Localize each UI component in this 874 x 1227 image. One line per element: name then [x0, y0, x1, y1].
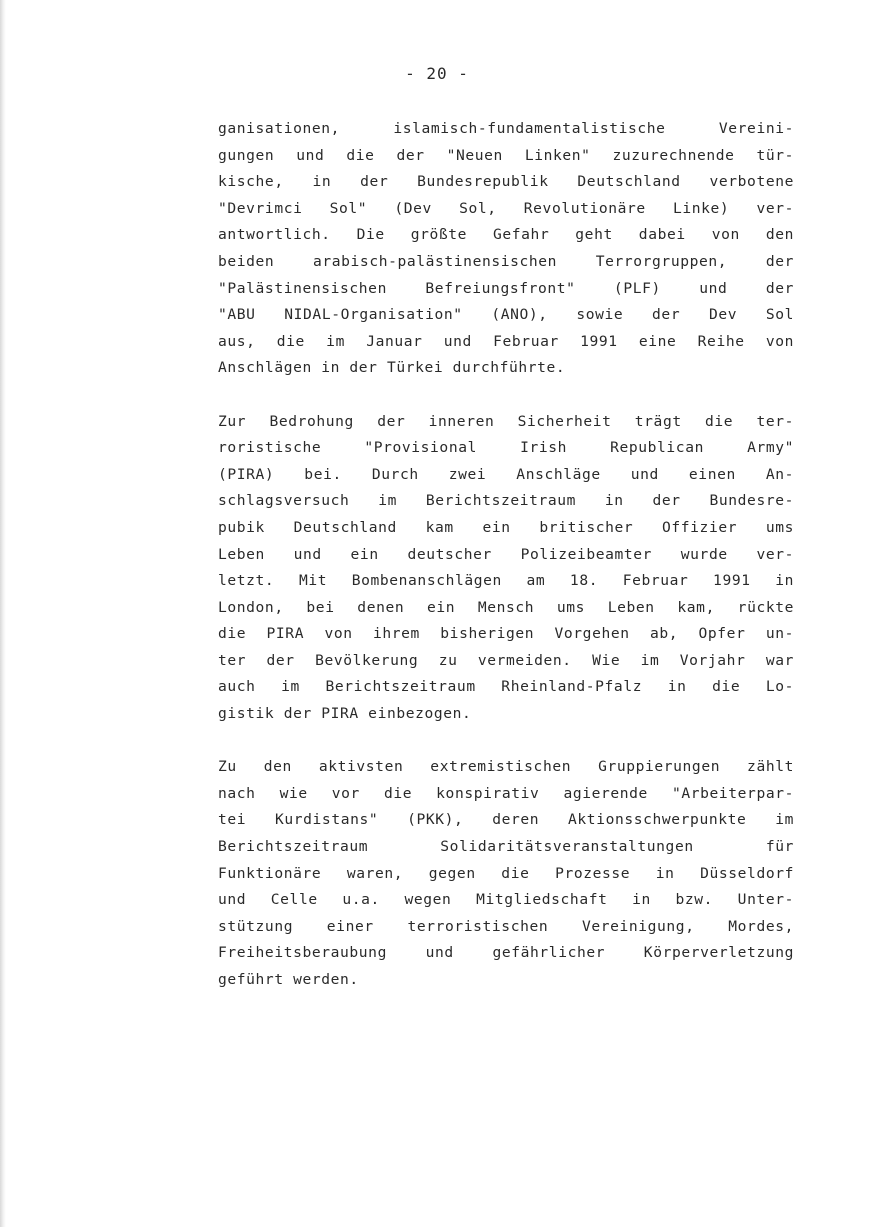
text-line: auch im Berichtszeitraum Rheinland-Pfalz in die Lo-	[218, 678, 794, 696]
text-line: geführt werden.	[218, 971, 359, 988]
text-line: stützung einer terroristischen Vereinigung, Mordes,	[218, 917, 794, 935]
text-line: gistik der PIRA einbezogen.	[218, 705, 472, 723]
text-line: Leben und ein deutscher Polizeibeamter wurde ver-	[218, 545, 794, 563]
text-line: die PIRA von ihrem bisherigen Vorgehen ab, Opfer un-	[218, 625, 794, 643]
paragraph-3	[218, 754, 794, 993]
text-line: Zur Bedrohung der inneren Sicherheit trägt die ter-	[218, 412, 794, 430]
text-line: (PIRA) bei. Durch zwei Anschläge und einen An-	[218, 465, 794, 483]
text-line: beiden arabisch-palästinensischen Terrorgruppen, der	[218, 252, 794, 270]
text-line: Berichtszeitraum Solidaritätsveranstaltungen für	[218, 838, 794, 856]
text-line: schlagsversuch im Berichtszeitraum in der Bundesre-	[218, 492, 794, 510]
text-line: und Celle u.a. wegen Mitgliedschaft in bzw. Unter-	[218, 891, 794, 909]
text-line: "ABU NIDAL-Organisation" (ANO), sowie der Dev Sol	[218, 306, 794, 324]
text-line: tei Kurdistans" (PKK), deren Aktionsschwerpunkte im	[218, 811, 794, 829]
text-line: Freiheitsberaubung und gefährlicher Körperverletzung	[218, 944, 794, 962]
text-line: pubik Deutschland kam ein britischer Offizier ums	[218, 518, 794, 536]
text-line: Funktionäre waren, gegen die Prozesse in Düsseldorf	[218, 864, 794, 882]
text-line: London, bei denen ein Mensch ums Leben kam, rückte	[218, 598, 794, 616]
paragraph-2	[218, 409, 794, 728]
text-line: ter der Bevölkerung zu vermeiden. Wie im Vorjahr war	[218, 651, 794, 669]
text-line: antwortlich. Die größte Gefahr geht dabei von den	[218, 226, 794, 244]
text-line: roristische "Provisional Irish Republican Army"	[218, 439, 794, 457]
text-line: Zu den aktivsten extremistischen Gruppierungen zählt	[218, 758, 794, 776]
text-line: kische, in der Bundesrepublik Deutschland verbotene	[218, 173, 794, 191]
page-number: - 20 -	[405, 64, 469, 83]
document-body	[218, 116, 794, 1020]
paragraph-1	[218, 116, 794, 382]
text-line: nach wie vor die konspirativ agierende "Arbeiterpar-	[218, 784, 794, 802]
text-line: aus, die im Januar und Februar 1991 eine Reihe von	[218, 332, 794, 350]
page-edge-shadow	[0, 0, 6, 1227]
text-line: Anschlägen in der Türkei durchführte.	[218, 359, 566, 377]
text-line: "Palästinensischen Befreiungsfront" (PLF) und der	[218, 279, 794, 297]
text-line: gungen und die der "Neuen Linken" zuzurechnende tür-	[218, 146, 794, 164]
text-line: letzt. Mit Bombenanschlägen am 18. Februar 1991 in	[218, 572, 794, 590]
text-line: "Devrimci Sol" (Dev Sol, Revolutionäre Linke) ver-	[218, 199, 794, 217]
text-line: ganisationen, islamisch-fundamentalistische Vereini-	[218, 120, 794, 137]
